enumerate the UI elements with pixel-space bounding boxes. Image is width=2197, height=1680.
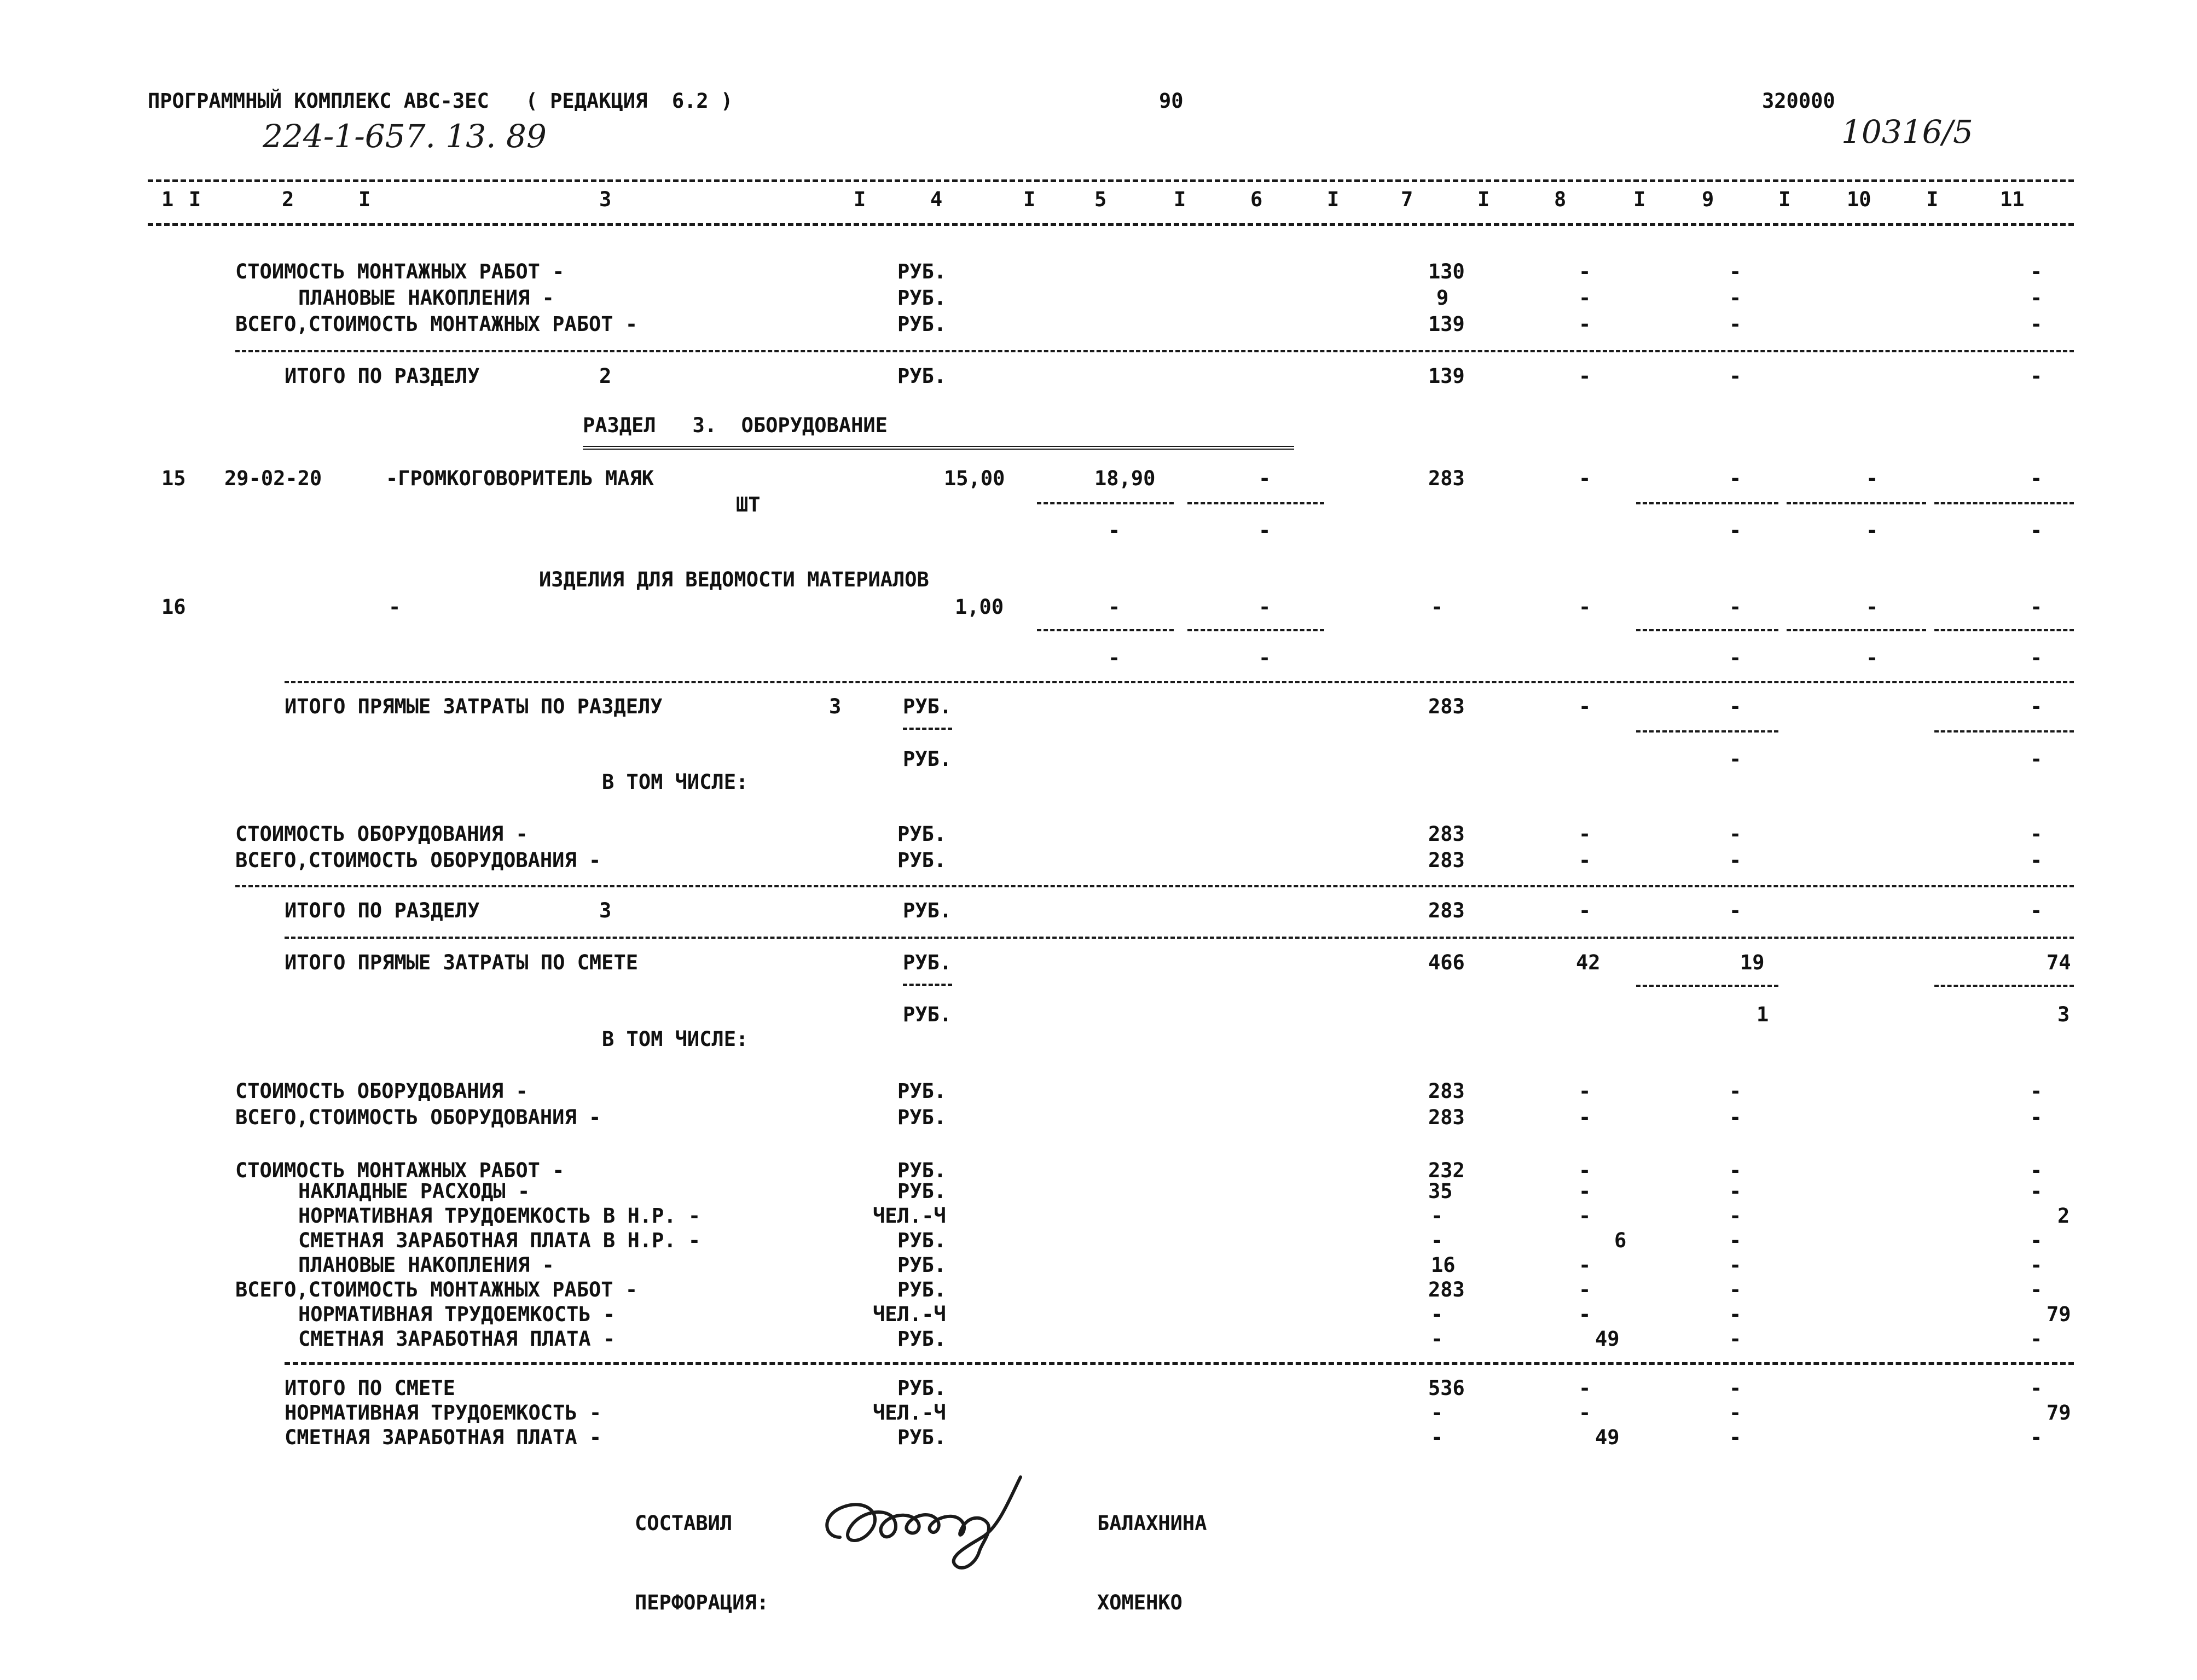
item16-subline-10 <box>1787 629 1926 631</box>
equip2-total-c7: 283 <box>1428 1106 1465 1129</box>
item16-qty: 1,00 <box>955 595 1004 619</box>
dash: - <box>1729 1253 1742 1277</box>
col-sep: I <box>1477 188 1490 211</box>
direct-estimate-c11b: 3 <box>2057 1003 2070 1026</box>
dash: - <box>1108 646 1121 670</box>
sect2-total-label: ИТОГО ПО РАЗДЕЛУ <box>285 364 480 388</box>
dash: - <box>1729 286 1742 310</box>
mount1-plan-label: ПЛАНОВЫЕ НАКОПЛЕНИЯ - <box>298 286 554 310</box>
dash: - <box>1579 1401 1591 1425</box>
including-2: В ТОМ ЧИСЛЕ: <box>602 1027 749 1051</box>
direct-estimate-c11: 74 <box>2047 951 2071 974</box>
equip1-total-unit: РУБ. <box>897 848 947 872</box>
direct-estimate-unit2: РУБ. <box>903 1003 952 1026</box>
dash: - <box>1729 467 1742 490</box>
estimate-total-label: ИТОГО ПО СМЕТЕ <box>285 1376 455 1400</box>
page-number: 90 <box>1159 89 1184 113</box>
col-sep: I <box>854 188 866 211</box>
dash: - <box>2030 312 2043 336</box>
dash: - <box>2030 467 2043 490</box>
mount1-plan-unit: РУБ. <box>897 286 947 310</box>
dash: - <box>2030 1229 2043 1252</box>
estimate-wage-label: СМЕТНАЯ ЗАРАБОТНАЯ ПЛАТА - <box>285 1426 602 1449</box>
direct-estimate-c7: 466 <box>1428 951 1465 974</box>
dash: - <box>2030 695 2043 718</box>
mount2-plan-c7: 16 <box>1431 1253 1456 1277</box>
dash: - <box>1729 519 1742 542</box>
rule-estimate-total <box>285 1362 2074 1365</box>
equip1-cost-c7: 283 <box>1428 822 1465 846</box>
dash: - <box>1729 1079 1742 1103</box>
item15-price: 18,90 <box>1094 467 1156 490</box>
perforation-name: ХОМЕНКО <box>1097 1591 1182 1614</box>
col-sep: I <box>1633 188 1646 211</box>
dash: - <box>1259 646 1271 670</box>
dash: - <box>1729 1204 1742 1228</box>
mount2-labor-unit: ЧЕЛ.-Ч <box>873 1303 946 1326</box>
dash: - <box>1579 1179 1591 1203</box>
dash: - <box>1579 260 1591 283</box>
perforation-label: ПЕРФОРАЦИЯ: <box>635 1591 769 1614</box>
dash: - <box>1579 1204 1591 1228</box>
direct-estimate-subline-11 <box>1934 985 2074 987</box>
handwritten-project-number: 224-1-657. 13. 89 <box>263 118 547 155</box>
dash: - <box>1729 848 1742 872</box>
mount2-wage-np-unit: РУБ. <box>897 1229 947 1252</box>
dash: - <box>1729 899 1742 922</box>
col-sep: I <box>1778 188 1791 211</box>
dash: - <box>2030 646 2043 670</box>
dash: - <box>1579 1079 1591 1103</box>
dash: - <box>1579 286 1591 310</box>
mount2-overhead-unit: РУБ. <box>897 1179 947 1203</box>
materials-title: ИЗДЕЛИЯ ДЛЯ ВЕДОМОСТИ МАТЕРИАЛОВ <box>539 568 929 591</box>
dash: - <box>1579 848 1591 872</box>
document-code: 320000 <box>1762 89 1835 113</box>
mount1-cost-c7: 130 <box>1428 260 1465 283</box>
col-2: 2 <box>282 188 294 211</box>
dash: - <box>2030 1159 2043 1182</box>
dash: - <box>1579 695 1591 718</box>
item15-code: 29-02-20 <box>224 467 322 490</box>
dash: - <box>1729 695 1742 718</box>
dash: - <box>2030 595 2043 619</box>
estimate-wage-unit: РУБ. <box>897 1426 947 1449</box>
dash: - <box>1431 1204 1444 1228</box>
item15-c7: 283 <box>1428 467 1465 490</box>
dash: - <box>1729 822 1742 846</box>
col-sep: I <box>358 188 371 211</box>
direct3-unit: РУБ. <box>903 695 952 718</box>
col-8: 8 <box>1554 188 1567 211</box>
mount1-plan-c7: 9 <box>1436 286 1449 310</box>
estimate-total-c7: 536 <box>1428 1376 1465 1400</box>
dash: - <box>2030 364 2043 388</box>
col-3: 3 <box>599 188 612 211</box>
rule-section3-total <box>235 885 2074 887</box>
mount2-total-unit: РУБ. <box>897 1278 947 1301</box>
sect2-total-num: 2 <box>599 364 612 388</box>
item15-qty: 15,00 <box>944 467 1005 490</box>
dash: - <box>1729 1229 1742 1252</box>
dash: - <box>1431 1327 1444 1351</box>
including-1: В ТОМ ЧИСЛЕ: <box>602 770 749 794</box>
dash: - <box>1259 519 1271 542</box>
mount2-wage-np-c8: 6 <box>1614 1229 1627 1252</box>
col-5: 5 <box>1094 188 1107 211</box>
dash: - <box>1579 1303 1591 1326</box>
dash: - <box>1579 467 1591 490</box>
dash: - <box>2030 1253 2043 1277</box>
col-1: 1 <box>161 188 174 211</box>
dash: - <box>1729 1327 1742 1351</box>
mount2-total-label: ВСЕГО,СТОИМОСТЬ МОНТАЖНЫХ РАБОТ - <box>235 1278 638 1301</box>
direct3-unit2: РУБ. <box>903 747 952 771</box>
mount2-cost-c7: 232 <box>1428 1159 1465 1182</box>
item15-number: 15 <box>161 467 186 490</box>
estimate-labor-label: НОРМАТИВНАЯ ТРУДОЕМКОСТЬ - <box>285 1401 602 1425</box>
dash: - <box>2030 519 2043 542</box>
rule-direct-estimate <box>285 937 2074 939</box>
col-sep: I <box>1327 188 1340 211</box>
dash: - <box>1729 1303 1742 1326</box>
dash: - <box>2030 286 2043 310</box>
direct-estimate-c9b: 1 <box>1757 1003 1769 1026</box>
dash: - <box>2030 1079 2043 1103</box>
dash: - <box>1579 595 1591 619</box>
equip2-total-label: ВСЕГО,СТОИМОСТЬ ОБОРУДОВАНИЯ - <box>235 1106 601 1129</box>
item15-unit: ШТ <box>736 493 761 516</box>
direct3-subline-11 <box>1934 730 2074 733</box>
dash: - <box>1108 519 1121 542</box>
dash: - <box>1729 1159 1742 1182</box>
dash: - <box>1729 364 1742 388</box>
dash: - <box>1729 1106 1742 1129</box>
equip1-cost-unit: РУБ. <box>897 822 947 846</box>
dash: - <box>1729 595 1742 619</box>
col-9: 9 <box>1702 188 1714 211</box>
mount2-wage-c8: 49 <box>1595 1327 1620 1351</box>
item15-subline-11 <box>1934 502 2074 504</box>
col-sep: I <box>189 188 201 211</box>
mount2-cost-unit: РУБ. <box>897 1159 947 1182</box>
direct3-unit-underline <box>903 728 952 730</box>
item15-name: -ГРОМКОГОВОРИТЕЛЬ МАЯК <box>386 467 654 490</box>
direct-estimate-subline-9 <box>1636 985 1778 987</box>
dash: - <box>1729 1401 1742 1425</box>
sect3-total-label: ИТОГО ПО РАЗДЕЛУ <box>285 899 480 922</box>
section3-title-underline <box>583 446 1294 450</box>
dash: - <box>2030 747 2043 771</box>
dash: - <box>2030 260 2043 283</box>
col-11: 11 <box>2000 188 2025 211</box>
dash: - <box>1431 1303 1444 1326</box>
dash: - <box>1259 467 1271 490</box>
direct-estimate-c8: 42 <box>1576 951 1601 974</box>
col-sep: I <box>1926 188 1939 211</box>
col-sep: I <box>1023 188 1036 211</box>
direct-estimate-unit-underline <box>903 984 952 986</box>
dash: - <box>1579 1376 1591 1400</box>
estimate-wage-c8: 49 <box>1595 1426 1620 1449</box>
section3-title: РАЗДЕЛ 3. ОБОРУДОВАНИЕ <box>583 414 888 437</box>
dash: - <box>2030 1426 2043 1449</box>
mount2-total-c7: 283 <box>1428 1278 1465 1301</box>
col-sep: I <box>1174 188 1186 211</box>
mount2-labor-c11: 79 <box>2047 1303 2071 1326</box>
dash: - <box>2030 822 2043 846</box>
mount2-labor-np-unit: ЧЕЛ.-Ч <box>873 1204 946 1228</box>
equip2-cost-unit: РУБ. <box>897 1079 947 1103</box>
mount1-total-label: ВСЕГО,СТОИМОСТЬ МОНТАЖНЫХ РАБОТ - <box>235 312 638 336</box>
sect2-total-c7: 139 <box>1428 364 1465 388</box>
dash: - <box>1579 1253 1591 1277</box>
dash: - <box>1579 1159 1591 1182</box>
dash: - <box>2030 1106 2043 1129</box>
estimate-total-unit: РУБ. <box>897 1376 947 1400</box>
mount1-total-c7: 139 <box>1428 312 1465 336</box>
dash: - <box>1729 1179 1742 1203</box>
dash: - <box>2030 1278 2043 1301</box>
dash: - <box>1729 1426 1742 1449</box>
dash: - <box>1579 1278 1591 1301</box>
dash: - <box>2030 848 2043 872</box>
sect3-total-num: 3 <box>599 899 612 922</box>
mount2-wage-np-label: СМЕТНАЯ ЗАРАБОТНАЯ ПЛАТА В Н.Р. - <box>298 1229 701 1252</box>
dash: - <box>2030 1376 2043 1400</box>
mount2-labor-np-c11: 2 <box>2057 1204 2070 1228</box>
equip2-total-unit: РУБ. <box>897 1106 947 1129</box>
estimate-labor-c11: 79 <box>2047 1401 2071 1425</box>
dash: - <box>2030 1179 2043 1203</box>
mount2-wage-unit: РУБ. <box>897 1327 947 1351</box>
equip1-total-label: ВСЕГО,СТОИМОСТЬ ОБОРУДОВАНИЯ - <box>235 848 601 872</box>
mount1-total-unit: РУБ. <box>897 312 947 336</box>
dash: - <box>1431 1229 1444 1252</box>
estimate-labor-unit: ЧЕЛ.-Ч <box>873 1401 946 1425</box>
dash: - <box>1866 467 1879 490</box>
item16-subline-5 <box>1037 629 1174 631</box>
dash: - <box>1729 1376 1742 1400</box>
dash: - <box>1431 1426 1444 1449</box>
dash: - <box>1579 312 1591 336</box>
mount2-cost-label: СТОИМОСТЬ МОНТАЖНЫХ РАБОТ - <box>235 1159 565 1182</box>
dash: - <box>1729 312 1742 336</box>
rule-section2 <box>235 350 2074 352</box>
dash: - <box>1866 519 1879 542</box>
mount2-wage-label: СМЕТНАЯ ЗАРАБОТНАЯ ПЛАТА - <box>298 1327 616 1351</box>
sect3-total-c7: 283 <box>1428 899 1465 922</box>
item16-number: 16 <box>161 595 186 619</box>
compiled-by-name: БАЛАХНИНА <box>1097 1512 1207 1535</box>
col-10: 10 <box>1847 188 1871 211</box>
dash: - <box>1579 899 1591 922</box>
dash: - <box>389 595 401 619</box>
direct3-subline-9 <box>1636 730 1778 733</box>
dash: - <box>1866 595 1879 619</box>
dash: - <box>1729 1278 1742 1301</box>
direct3-num: 3 <box>829 695 842 718</box>
dash: - <box>1866 646 1879 670</box>
rule-direct3 <box>285 681 2074 683</box>
equip2-cost-label: СТОИМОСТЬ ОБОРУДОВАНИЯ - <box>235 1079 528 1103</box>
dash: - <box>1579 822 1591 846</box>
dash: - <box>1108 595 1121 619</box>
col-6: 6 <box>1250 188 1263 211</box>
dash: - <box>1729 747 1742 771</box>
direct3-label: ИТОГО ПРЯМЫЕ ЗАТРАТЫ ПО РАЗДЕЛУ <box>285 695 663 718</box>
sect2-total-unit: РУБ. <box>897 364 947 388</box>
dash: - <box>1431 595 1444 619</box>
mount2-labor-np-label: НОРМАТИВНАЯ ТРУДОЕМКОСТЬ В Н.Р. - <box>298 1204 701 1228</box>
item15-subline-6 <box>1187 502 1324 504</box>
direct-estimate-unit: РУБ. <box>903 951 952 974</box>
direct-estimate-label: ИТОГО ПРЯМЫЕ ЗАТРАТЫ ПО СМЕТЕ <box>285 951 639 974</box>
mount2-labor-label: НОРМАТИВНАЯ ТРУДОЕМКОСТЬ - <box>298 1303 616 1326</box>
dash: - <box>1729 260 1742 283</box>
item15-subline-9 <box>1636 502 1778 504</box>
dash: - <box>1259 595 1271 619</box>
item15-subline-5 <box>1037 502 1174 504</box>
item15-subline-10 <box>1787 502 1926 504</box>
item16-subline-6 <box>1187 629 1324 631</box>
mount1-cost-label: СТОИМОСТЬ МОНТАЖНЫХ РАБОТ - <box>235 260 565 283</box>
mount2-overhead-c7: 35 <box>1428 1179 1453 1203</box>
handwritten-sheet-number: 10316/5 <box>1841 113 1973 150</box>
col-7: 7 <box>1401 188 1413 211</box>
dash: - <box>2030 1327 2043 1351</box>
dash: - <box>1729 646 1742 670</box>
equip1-total-c7: 283 <box>1428 848 1465 872</box>
mount2-overhead-label: НАКЛАДНЫЕ РАСХОДЫ - <box>298 1179 530 1203</box>
mount2-plan-label: ПЛАНОВЫЕ НАКОПЛЕНИЯ - <box>298 1253 554 1277</box>
direct-estimate-c9: 19 <box>1740 951 1765 974</box>
sect3-total-unit: РУБ. <box>903 899 952 922</box>
signature <box>818 1455 1048 1581</box>
dash: - <box>2030 899 2043 922</box>
rule-header-bottom <box>148 223 2074 226</box>
equip2-cost-c7: 283 <box>1428 1079 1465 1103</box>
mount1-cost-unit: РУБ. <box>897 260 947 283</box>
direct3-c7: 283 <box>1428 695 1465 718</box>
equip1-cost-label: СТОИМОСТЬ ОБОРУДОВАНИЯ - <box>235 822 528 846</box>
compiled-by-label: СОСТАВИЛ <box>635 1512 733 1535</box>
rule-header-top <box>148 179 2074 182</box>
dash: - <box>1579 364 1591 388</box>
dash: - <box>1431 1401 1444 1425</box>
mount2-plan-unit: РУБ. <box>897 1253 947 1277</box>
dash: - <box>1579 1106 1591 1129</box>
item16-subline-11 <box>1934 629 2074 631</box>
program-title: ПРОГРАММНЫЙ КОМПЛЕКС АВС-ЗЕС ( РЕДАКЦИЯ 6.2 ) <box>148 89 733 113</box>
col-4: 4 <box>930 188 943 211</box>
item16-subline-9 <box>1636 629 1778 631</box>
